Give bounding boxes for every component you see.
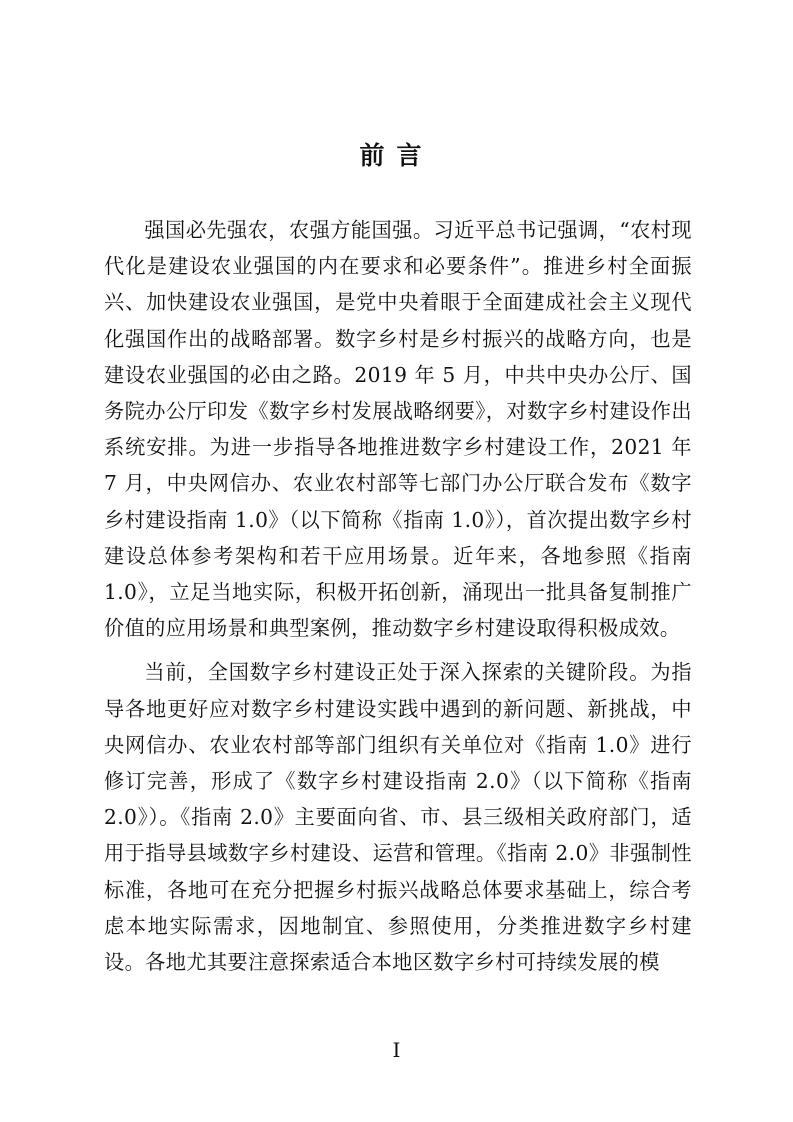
- paragraph-2: 当前，全国数字乡村建设正处于深入探索的关键阶段。为指导各地更好应对数字乡村建设实践中遇到的新问题、新挑战，中央网信办、农业农村部等部门组织有关单位对《指南 1.0》进行修订完善，形成了《数字乡村建设指南 2.0》（以下简称《指南 2.0》）。《指南 2.0》主要面向省、市、县三级相关政府部门，适用于指导县域数字乡村建设、运营和管理。《指南 2.0》非强制性标准，各地可在充分把握乡村振兴战略总体要求基础上，综合考虑本地实际需求，因地制宜、参照使用，分类推进数字乡村建设。各地尤其要注意探索适合本地区数字乡村可持续发展的模: [104, 660, 692, 975]
- page-number: I: [392, 1038, 401, 1062]
- document-body: [104, 212, 692, 988]
- paragraph-1: 强国必先强农，农强方能国强。习近平总书记强调，“农村现代化是建设农业强国的内在要求和必要条件”。推进乡村全面振兴、加快建设农业强国，是党中央着眼于全面建成社会主义现代化强国作出的战略部署。数字乡村是乡村振兴的战略方向，也是建设农业强国的必由之路。2019 年 5 月，中共中央办公厅、国务院办公厅印发《数字乡村发展战略纲要》，对数字乡村建设作出系统安排。为进一步指导各地推进数字乡村建设工作，2021 年 7 月，中央网信办、农业农村部等七部门办公厅联合发布《数字乡村建设指南 1.0》（以下简称《指南 1.0》），首次提出数字乡村建设总体参考架构和若干应用场景。近年来，各地参照《指南 1.0》，立足当地实际，积极开拓创新，涌现出一批具备复制推广价值的应用场景和典型案例，推动数字乡村建设取得积极成效。: [104, 218, 692, 641]
- page-title: 前言: [359, 141, 434, 170]
